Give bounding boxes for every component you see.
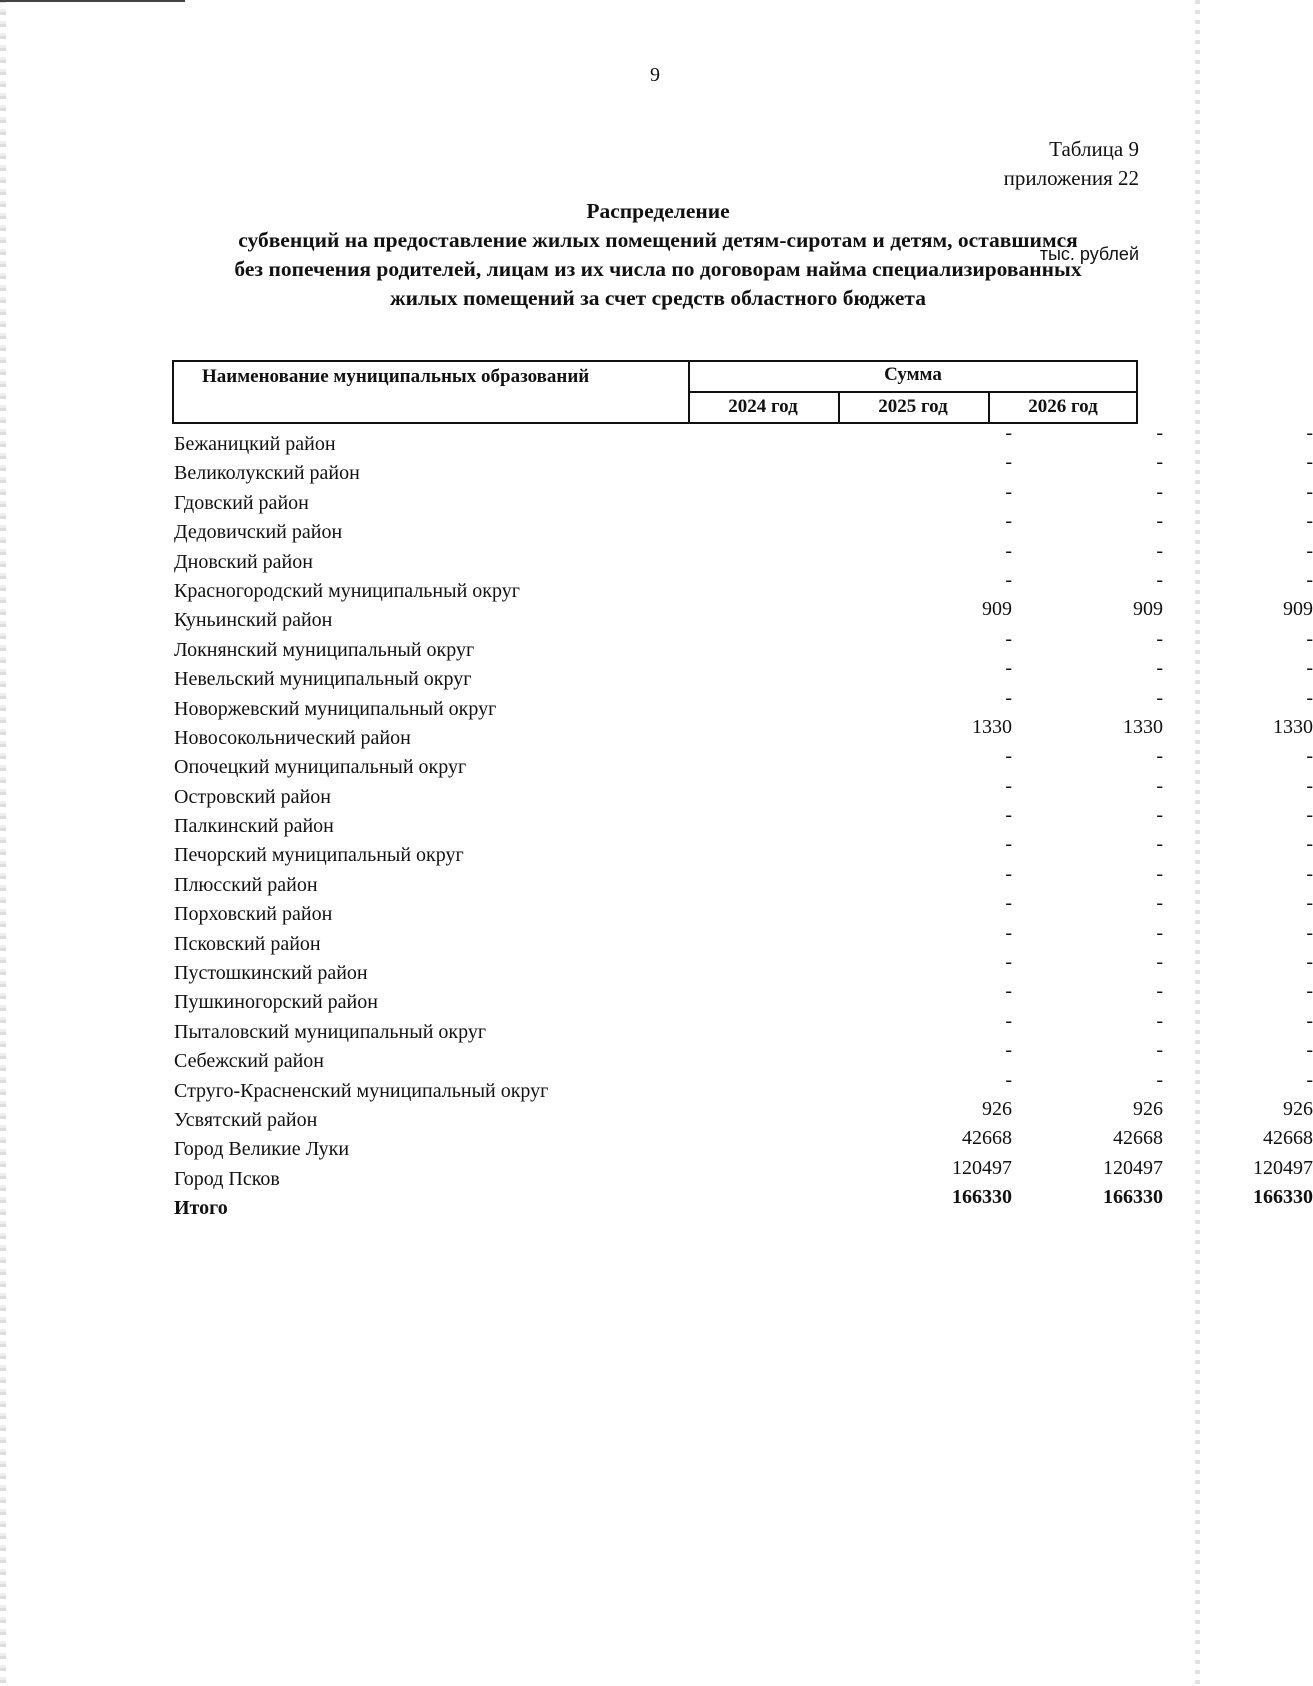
row-value-2026: - (1306, 627, 1313, 650)
row-name: Пушкиногорский район (174, 991, 378, 1014)
row-name: Новосокольнический район (174, 726, 411, 749)
total-row (172, 1186, 1313, 1225)
title-line4: жилых помещений за счет средств областного бюджета (390, 286, 926, 310)
row-value-2025: 42668 (1113, 1127, 1163, 1150)
row-value-2024: - (1005, 892, 1012, 915)
row-name: Город Псков (174, 1167, 280, 1190)
row-value-2024: - (1005, 862, 1012, 885)
row-value-2025: 120497 (1103, 1156, 1163, 1179)
row-value-2024: 42668 (962, 1127, 1012, 1150)
total-value-2026: 166330 (1253, 1186, 1313, 1209)
row-value-2025: - (1156, 892, 1163, 915)
row-value-2026: - (1306, 451, 1313, 474)
table-reference-line2: приложения 22 (1003, 166, 1139, 190)
header-border-middle (688, 391, 1138, 393)
row-name: Опочецкий муниципальный округ (174, 756, 467, 779)
row-value-2025: - (1156, 686, 1163, 709)
row-name: Печорский муниципальный округ (174, 844, 464, 867)
row-value-2025: - (1156, 451, 1163, 474)
row-value-2024: - (1005, 510, 1012, 533)
row-name: Новоржевский муниципальный округ (174, 697, 497, 720)
table-header (172, 360, 1138, 424)
header-year-2024: 2024 год (728, 396, 798, 417)
row-name: Невельский муниципальный округ (174, 668, 472, 691)
row-value-2024: - (1005, 686, 1012, 709)
row-name: Локнянский муниципальный округ (174, 638, 475, 661)
row-value-2024: 120497 (952, 1156, 1012, 1179)
row-value-2026: - (1306, 480, 1313, 503)
row-value-2025: - (1156, 1009, 1163, 1032)
total-value-2025: 166330 (1103, 1186, 1163, 1209)
row-value-2025: - (1156, 774, 1163, 797)
row-value-2024: - (1005, 980, 1012, 1003)
row-value-2024: 909 (982, 598, 1012, 621)
row-value-2024: - (1005, 1039, 1012, 1062)
row-value-2024: - (1005, 1068, 1012, 1091)
header-border-left (172, 360, 174, 424)
row-value-2025: - (1156, 1068, 1163, 1091)
row-value-2024: - (1005, 539, 1012, 562)
row-value-2025: - (1156, 539, 1163, 562)
row-value-2024: - (1005, 422, 1012, 444)
row-value-2024: - (1005, 480, 1012, 503)
row-value-2024: - (1005, 833, 1012, 856)
row-name: Палкинский район (174, 815, 334, 838)
row-value-2025: - (1156, 745, 1163, 768)
row-value-2026: - (1306, 862, 1313, 885)
row-name: Красногородский муниципальный округ (174, 579, 520, 602)
row-name: Островский район (174, 785, 331, 808)
title-line2: субвенций на предоставление жилых помещений детям-сиротам и детям, оставшимся (238, 228, 1078, 252)
page-number: 9 (650, 64, 660, 86)
row-value-2024: - (1005, 804, 1012, 827)
row-value-2026: - (1306, 1039, 1313, 1062)
table-reference (1004, 135, 1139, 193)
row-value-2026: 909 (1283, 598, 1313, 621)
row-name: Куньинский район (174, 609, 333, 632)
row-value-2025: - (1156, 951, 1163, 974)
total-value-2024: 166330 (952, 1186, 1012, 1209)
row-value-2026: - (1306, 422, 1313, 444)
row-value-2026: - (1306, 921, 1313, 944)
row-value-2026: - (1306, 745, 1313, 768)
row-value-2025: 926 (1133, 1097, 1163, 1120)
row-value-2025: - (1156, 510, 1163, 533)
row-value-2024: - (1005, 774, 1012, 797)
row-value-2026: - (1306, 539, 1313, 562)
unit-label: тыс. рублей (1039, 244, 1139, 264)
row-value-2024: 1330 (972, 715, 1012, 738)
row-value-2024: - (1005, 1009, 1012, 1032)
row-value-2026: - (1306, 510, 1313, 533)
row-name: Псковский район (174, 932, 321, 955)
row-value-2024: - (1005, 627, 1012, 650)
row-value-2025: - (1156, 568, 1163, 591)
row-name: Город Великие Луки (174, 1138, 350, 1161)
row-value-2024: - (1005, 951, 1012, 974)
row-name: Струго-Красненский муниципальный округ (174, 1079, 549, 1102)
row-value-2024: - (1005, 921, 1012, 944)
row-value-2026: - (1306, 1068, 1313, 1091)
row-value-2026: - (1306, 774, 1313, 797)
row-name: Пустошкинский район (174, 962, 368, 985)
row-value-2025: - (1156, 980, 1163, 1003)
row-name: Дновский район (174, 550, 313, 573)
row-name: Порховский район (174, 903, 333, 926)
row-value-2025: - (1156, 833, 1163, 856)
row-name: Усвятский район (174, 1108, 318, 1131)
row-name: Дедовичский район (174, 521, 343, 544)
document-title (178, 197, 1138, 313)
row-value-2025: - (1156, 422, 1163, 444)
row-value-2025: 1330 (1123, 715, 1163, 738)
row-value-2026: - (1306, 804, 1313, 827)
title-line3: без попечения родителей, лицам из их числа по договорам найма специализированных (234, 257, 1082, 281)
table-body (172, 422, 1313, 1226)
row-value-2025: - (1156, 804, 1163, 827)
row-value-2024: - (1005, 568, 1012, 591)
row-value-2026: - (1306, 1009, 1313, 1032)
scan-top-line (0, 0, 185, 2)
row-name: Великолукский район (174, 462, 360, 485)
row-name: Гдовский район (174, 491, 309, 514)
row-value-2025: - (1156, 657, 1163, 680)
row-value-2024: - (1005, 657, 1012, 680)
row-name: Пыталовский муниципальный округ (174, 1020, 487, 1043)
row-value-2026: - (1306, 892, 1313, 915)
header-year-2026: 2026 год (1028, 396, 1098, 417)
row-value-2026: - (1306, 568, 1313, 591)
row-name: Себежский район (174, 1050, 324, 1073)
header-border-top (172, 360, 1138, 362)
row-value-2026: 120497 (1253, 1156, 1313, 1179)
row-value-2025: - (1156, 480, 1163, 503)
row-value-2026: - (1306, 833, 1313, 856)
row-value-2024: 926 (982, 1097, 1012, 1120)
row-value-2026: - (1306, 657, 1313, 680)
row-value-2026: 926 (1283, 1097, 1313, 1120)
row-value-2025: - (1156, 1039, 1163, 1062)
row-value-2024: - (1005, 745, 1012, 768)
row-value-2025: - (1156, 627, 1163, 650)
row-value-2025: - (1156, 921, 1163, 944)
row-value-2026: - (1306, 951, 1313, 974)
title-line1: Распределение (586, 199, 730, 223)
table-reference-line1: Таблица 9 (1049, 137, 1139, 161)
row-value-2024: - (1005, 451, 1012, 474)
row-value-2026: 42668 (1263, 1127, 1313, 1150)
row-value-2025: - (1156, 862, 1163, 885)
header-name: Наименование муниципальных образований (202, 366, 590, 387)
row-value-2025: 909 (1133, 598, 1163, 621)
scan-edge-left (0, 0, 6, 1686)
header-year-2025: 2025 год (878, 396, 948, 417)
row-value-2026: - (1306, 980, 1313, 1003)
row-value-2026: - (1306, 686, 1313, 709)
total-label: Итого (174, 1197, 228, 1220)
header-sum: Сумма (884, 364, 942, 385)
row-value-2026: 1330 (1273, 715, 1313, 738)
row-name: Плюсский район (174, 873, 318, 896)
row-name: Бежаницкий район (174, 433, 336, 455)
